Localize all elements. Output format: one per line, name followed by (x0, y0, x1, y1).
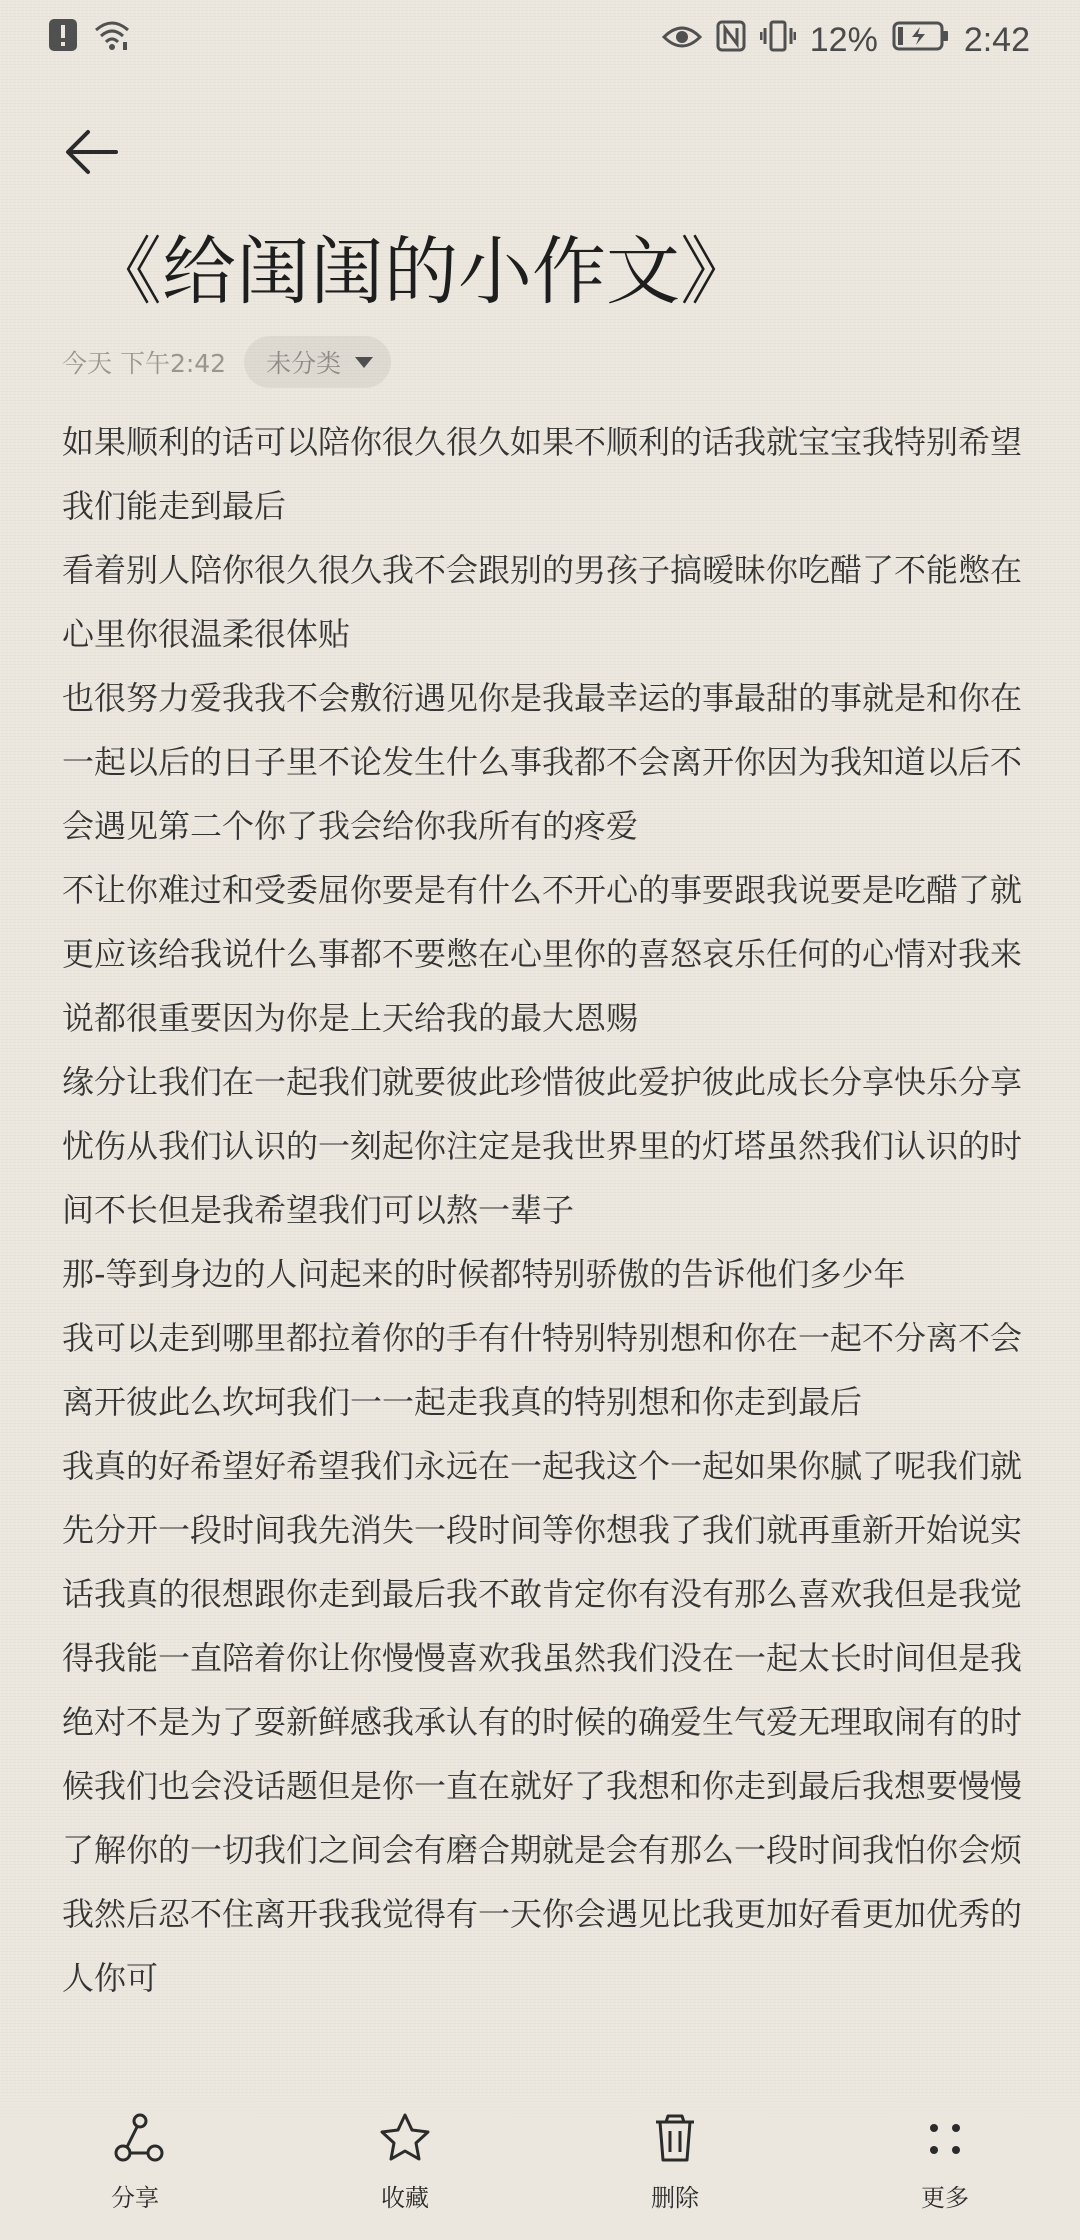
more-icon (916, 2110, 974, 2168)
battery-percent: 12% (809, 21, 878, 59)
nfc-icon (716, 20, 746, 61)
note-paragraph-4: 不让你难过和受委屈你要是有什么不开心的事要跟我说要是吃醋了就更应该给我说什么事都不要憋在心里你的喜怒哀乐任何的心情对我来说都很重要因为你是上天给我的最大恩赐 (62, 871, 1022, 1037)
status-bar (0, 0, 1080, 80)
status-left-icons (48, 18, 132, 56)
note-body[interactable] (62, 410, 1022, 2110)
status-right-icons (662, 16, 1030, 64)
more-button[interactable] (810, 2110, 1080, 2222)
note-paragraph-6: 那-等到身边的人问起来的时候都特别骄傲的告诉他们多少年 (62, 1255, 906, 1293)
note-paragraph-2: 看着别人陪你很久很久我不会跟别的男孩子搞暧昧你吃醋了不能憋在心里你很温柔很体贴 (62, 551, 1022, 653)
share-button[interactable] (0, 2110, 270, 2222)
note-paragraph-7: 我可以走到哪里都拉着你的手有什特别特别想和你在一起不分离不会离开彼此么坎坷我们一一起走我真的特别想和你走到最后 (62, 1319, 1022, 1421)
favorite-label: 收藏 (381, 2184, 429, 2212)
note-date: 今天 下午2:42 (62, 349, 227, 378)
toolbar-actions (0, 2110, 1080, 2222)
trash-icon (646, 2110, 704, 2168)
alert-icon (48, 18, 78, 56)
favorite-button[interactable] (270, 2110, 540, 2222)
category-dropdown[interactable] (244, 336, 391, 388)
delete-button[interactable] (540, 2110, 810, 2222)
note-paragraph-3: 也很努力爱我我不会敷衍遇见你是我最幸运的事最甜的事就是和你在一起以后的日子里不论发生什么事我都不会离开你因为我知道以后不会遇见第二个你了我会给你我所有的疼爱 (62, 679, 1022, 845)
clock: 2:42 (963, 21, 1030, 59)
note-body-text (62, 410, 1022, 2010)
vibrate-icon (760, 19, 796, 62)
bottom-toolbar (0, 2088, 1080, 2240)
delete-label: 删除 (651, 2184, 699, 2212)
share-icon (106, 2110, 164, 2168)
note-paragraph-8: 我真的好希望好希望我们永远在一起我这个一起如果你腻了呢我们就先分开一段时间我先消失一段时间等你想我了我们就再重新开始说实话我真的很想跟你走到最后我不敢肯定你有没有那么喜欢我但是我觉得我能一直陪着你让你慢慢喜欢我虽然我们没在一起太长时间但是我绝对不是为了耍新鲜感我承认有的时候的确爱生气爱无理取闹有的时候我们也会没话题但是你一直在就好了我想和你走到最后我想要慢慢了解你的一切我们之间会有磨合期就是会有那么一段时间我怕你会烦我然后忍不住离开我我觉得有一天你会遇见比我更加好看更加优秀的人你可 (62, 1447, 1022, 1997)
back-button[interactable] (60, 120, 124, 184)
category-label: 未分类 (266, 349, 342, 378)
more-label: 更多 (921, 2184, 969, 2212)
note-meta (62, 336, 391, 388)
note-paragraph-1: 如果顺利的话可以陪你很久很久如果不顺利的话我就宝宝我特别希望我们能走到最后 (62, 423, 1022, 525)
eye-icon (662, 21, 702, 60)
share-label: 分享 (111, 2184, 159, 2212)
note-title[interactable]: 《给闺闺的小作文》 (88, 229, 754, 315)
star-icon (376, 2110, 434, 2168)
back-arrow-icon (60, 120, 124, 184)
chevron-down-icon (355, 357, 373, 368)
note-paragraph-5: 缘分让我们在一起我们就要彼此珍惜彼此爱护彼此成长分享快乐分享忧伤从我们认识的一刻起你注定是我世界里的灯塔虽然我们认识的时间不长但是我希望我们可以熬一辈子 (62, 1063, 1022, 1229)
wifi-icon (92, 18, 132, 56)
battery-charging-icon (892, 21, 950, 60)
